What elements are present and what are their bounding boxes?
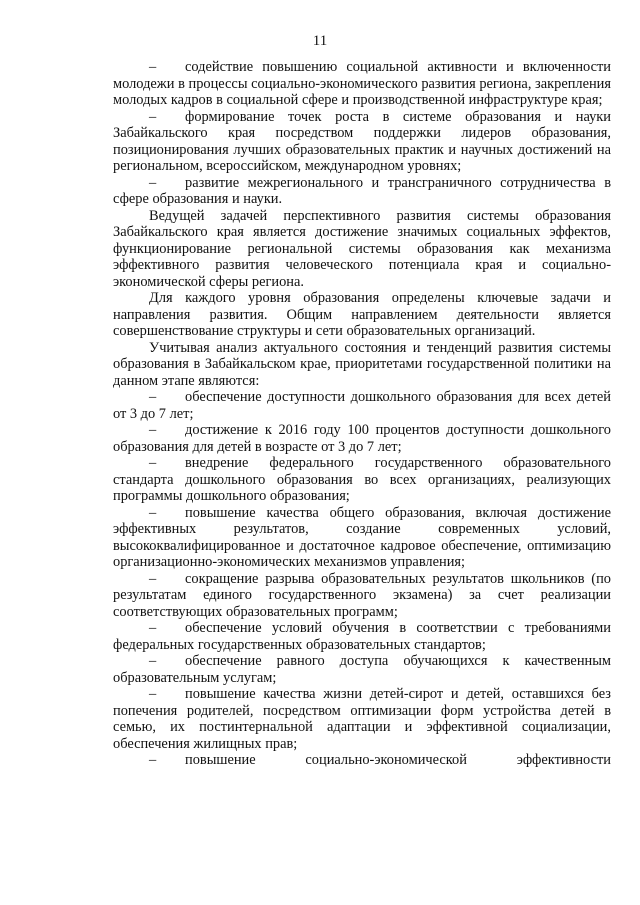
bullet-text: обеспечение равного доступа обучающихся к качественным образовательным услугам; xyxy=(113,653,611,686)
bullet-item-last xyxy=(113,752,611,769)
bullet-text: внедрение федерального государственного образовательного стандарта дошкольного образования во всех организациях, реализующих программы дошкольного образования; xyxy=(113,455,611,504)
dash-marker: – xyxy=(149,620,157,636)
bullet-text: формирование точек роста в системе образования и науки Забайкальского края посредством поддержки лидеров образования, позиционирования лучших образовательных практик и научных достижений на региональном, всероссийском, международном уровнях; xyxy=(113,108,611,174)
bullet-text: содействие повышению социальной активности и включенности молодежи в процессы социально-экономического развития региона, закрепления молодых кадров в социальной сфере и производственной инфраструктуре края; xyxy=(113,59,611,108)
bullet-text: обеспечение доступности дошкольного образования для всех детей от 3 до 7 лет; xyxy=(113,389,611,422)
page-number: 11 xyxy=(312,33,328,49)
bullet-item xyxy=(113,571,611,621)
body-paragraph: Учитывая анализ актуального состояния и тенденций развития системы образования в Забайкальском крае, приоритетами государственной политики на данном этапе являются: xyxy=(113,339,611,389)
dash-marker: – xyxy=(149,389,157,405)
body-paragraph: Ведущей задачей перспективного развития системы образования Забайкальского края является достижение значимых социальных эффектов, функционирование региональной системы образования как механизма эффективного развития человеческого потенциала края и социально-экономической сферы региона. xyxy=(113,207,611,290)
dash-marker: – xyxy=(149,686,157,702)
bullet-text: достижение к 2016 году 100 процентов доступности дошкольного образования для детей в возрасте от 3 до 7 лет; xyxy=(113,422,611,455)
dash-marker: – xyxy=(149,570,157,587)
dash-marker: – xyxy=(149,504,157,521)
dash-marker: – xyxy=(149,422,157,438)
dash-marker: – xyxy=(149,59,157,75)
bullet-item xyxy=(113,455,611,505)
bullet-item xyxy=(113,620,611,653)
document-body xyxy=(113,59,611,769)
bullet-item xyxy=(113,653,611,686)
bullet-item xyxy=(113,422,611,455)
bullet-item xyxy=(113,389,611,422)
dash-marker: – xyxy=(149,108,157,125)
dash-marker: – xyxy=(149,455,157,471)
bullet-item xyxy=(113,59,611,109)
dash-marker: – xyxy=(149,174,157,191)
bullet-text: повышение социально-экономической эффективности xyxy=(185,752,611,768)
bullet-item xyxy=(113,175,611,208)
bullet-item xyxy=(113,109,611,175)
bullet-text: обеспечение условий обучения в соответствии с требованиями федеральных государственных образовательных стандартов; xyxy=(113,620,611,653)
bullet-text: развитие межрегионального и трансграничного сотрудничества в сфере образования и науки. xyxy=(113,174,611,207)
bullet-text: сокращение разрыва образовательных результатов школьников (по результатам единого государственного экзамена) за счет реализации соответствующих образовательных программ; xyxy=(113,570,611,620)
dash-marker: – xyxy=(149,752,157,768)
bullet-item xyxy=(113,686,611,752)
bullet-item xyxy=(113,505,611,571)
bullet-text: повышение качества жизни детей-сирот и детей, оставшихся без попечения родителей, посредством оптимизации форм устройства детей в семью, их постинтернальной адаптации и эффективной социализации, обеспечения жилищных прав; xyxy=(113,686,611,752)
dash-marker: – xyxy=(149,653,157,669)
bullet-text: повышение качества общего образования, включая достижение эффективных результатов, создание современных условий, высококвалифицированное и достаточное кадровое обеспечение, оптимизацию организационно-экономических механизмов управления; xyxy=(113,504,611,570)
body-paragraph: Для каждого уровня образования определены ключевые задачи и направления развития. Общим направлением деятельности является совершенствование структуры и сети образовательных организаций. xyxy=(113,290,611,339)
